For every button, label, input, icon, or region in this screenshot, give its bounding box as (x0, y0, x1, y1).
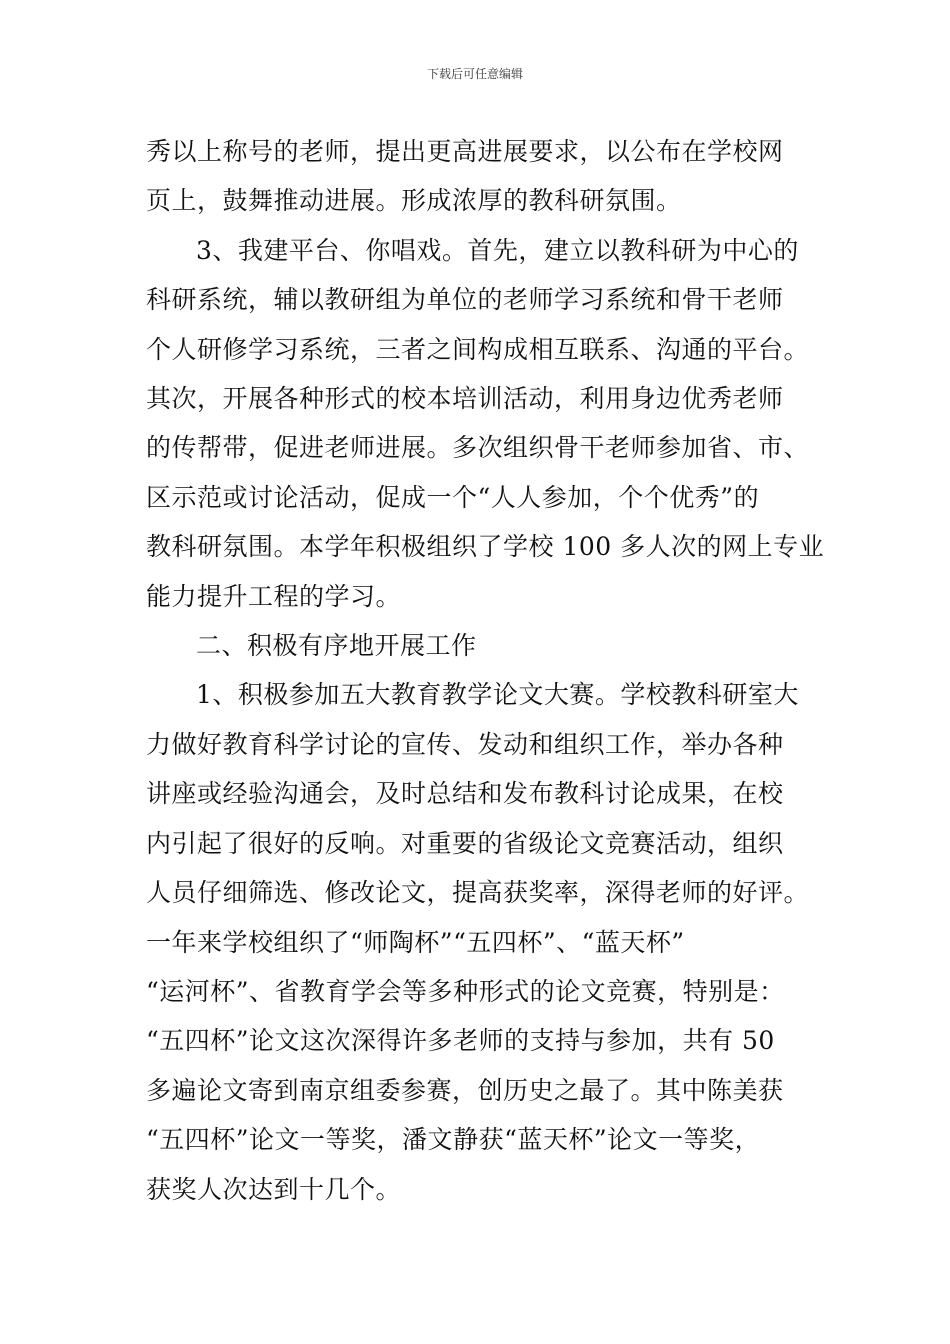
document-body (146, 127, 825, 1214)
text-line: 个人研修学习系统，三者之间构成相互联系、沟通的平台。 (146, 334, 810, 364)
text-line: 内引起了很好的反响。对重要的省级论文竞赛活动，组织 (146, 828, 784, 858)
text-line: 区示范或讨论活动，促成一个“人人参加，个个优秀”的 (146, 482, 760, 512)
text-line: 能力提升工程的学习。 (146, 581, 402, 611)
text-line: 其次，开展各种形式的校本培训活动，利用身边优秀老师 (146, 384, 784, 414)
page-header: 下载后可任意编辑 (426, 67, 523, 81)
text-line: 科研系统，辅以教研组为单位的老师学习系统和骨干老师 (146, 285, 784, 315)
text-line: 1、积极参加五大教育教学论文大赛。学校教科研室大 (196, 680, 799, 710)
text-line: 3、我建平台、你唱戏。首先，建立以教科研为中心的 (196, 235, 799, 265)
text-line: 力做好教育科学讨论的宣传、发动和组织工作，举办各种 (146, 729, 784, 759)
section-heading (146, 621, 810, 670)
paragraph-1 (146, 127, 810, 226)
text-line: 的传帮带，促进老师进展。多次组织骨干老师参加省、市、 (146, 433, 810, 463)
text-line: 讲座或经验沟通会，及时总结和发布教科讨论成果，在校 (146, 779, 784, 809)
text-line: “五四杯”论文这次深得许多老师的支持与参加，共有 50 (146, 1026, 775, 1056)
text-line: “五四杯”论文一等奖，潘文静获“蓝天杯”论文一等奖， (146, 1125, 761, 1155)
paragraph-3 (146, 670, 810, 1213)
text-line: 秀以上称号的老师，提出更高进展要求，以公布在学校网 (146, 137, 784, 166)
paragraph-2 (146, 226, 825, 621)
text-line: “运河杯”、省教育学会等多种形式的论文竞赛，特别是： (146, 976, 785, 1006)
text-line: 一年来学校组织了“师陶杯”“五四杯”、“蓝天杯” (146, 927, 685, 957)
text-line: 二、积极有序地开展工作 (196, 631, 477, 661)
text-line: 人员仔细筛选、修改论文，提高获奖率，深得老师的好评。 (146, 878, 810, 908)
text-line: 教科研氛围。本学年积极组织了学校 100 多人次的网上专业 (146, 532, 825, 562)
text-line: 页上，鼓舞推动进展。形成浓厚的教科研氛围。 (146, 186, 682, 216)
text-line: 获奖人次达到十几个。 (146, 1174, 402, 1204)
text-line: 多遍论文寄到南京组委参赛，创历史之最了。其中陈美获 (146, 1075, 784, 1105)
